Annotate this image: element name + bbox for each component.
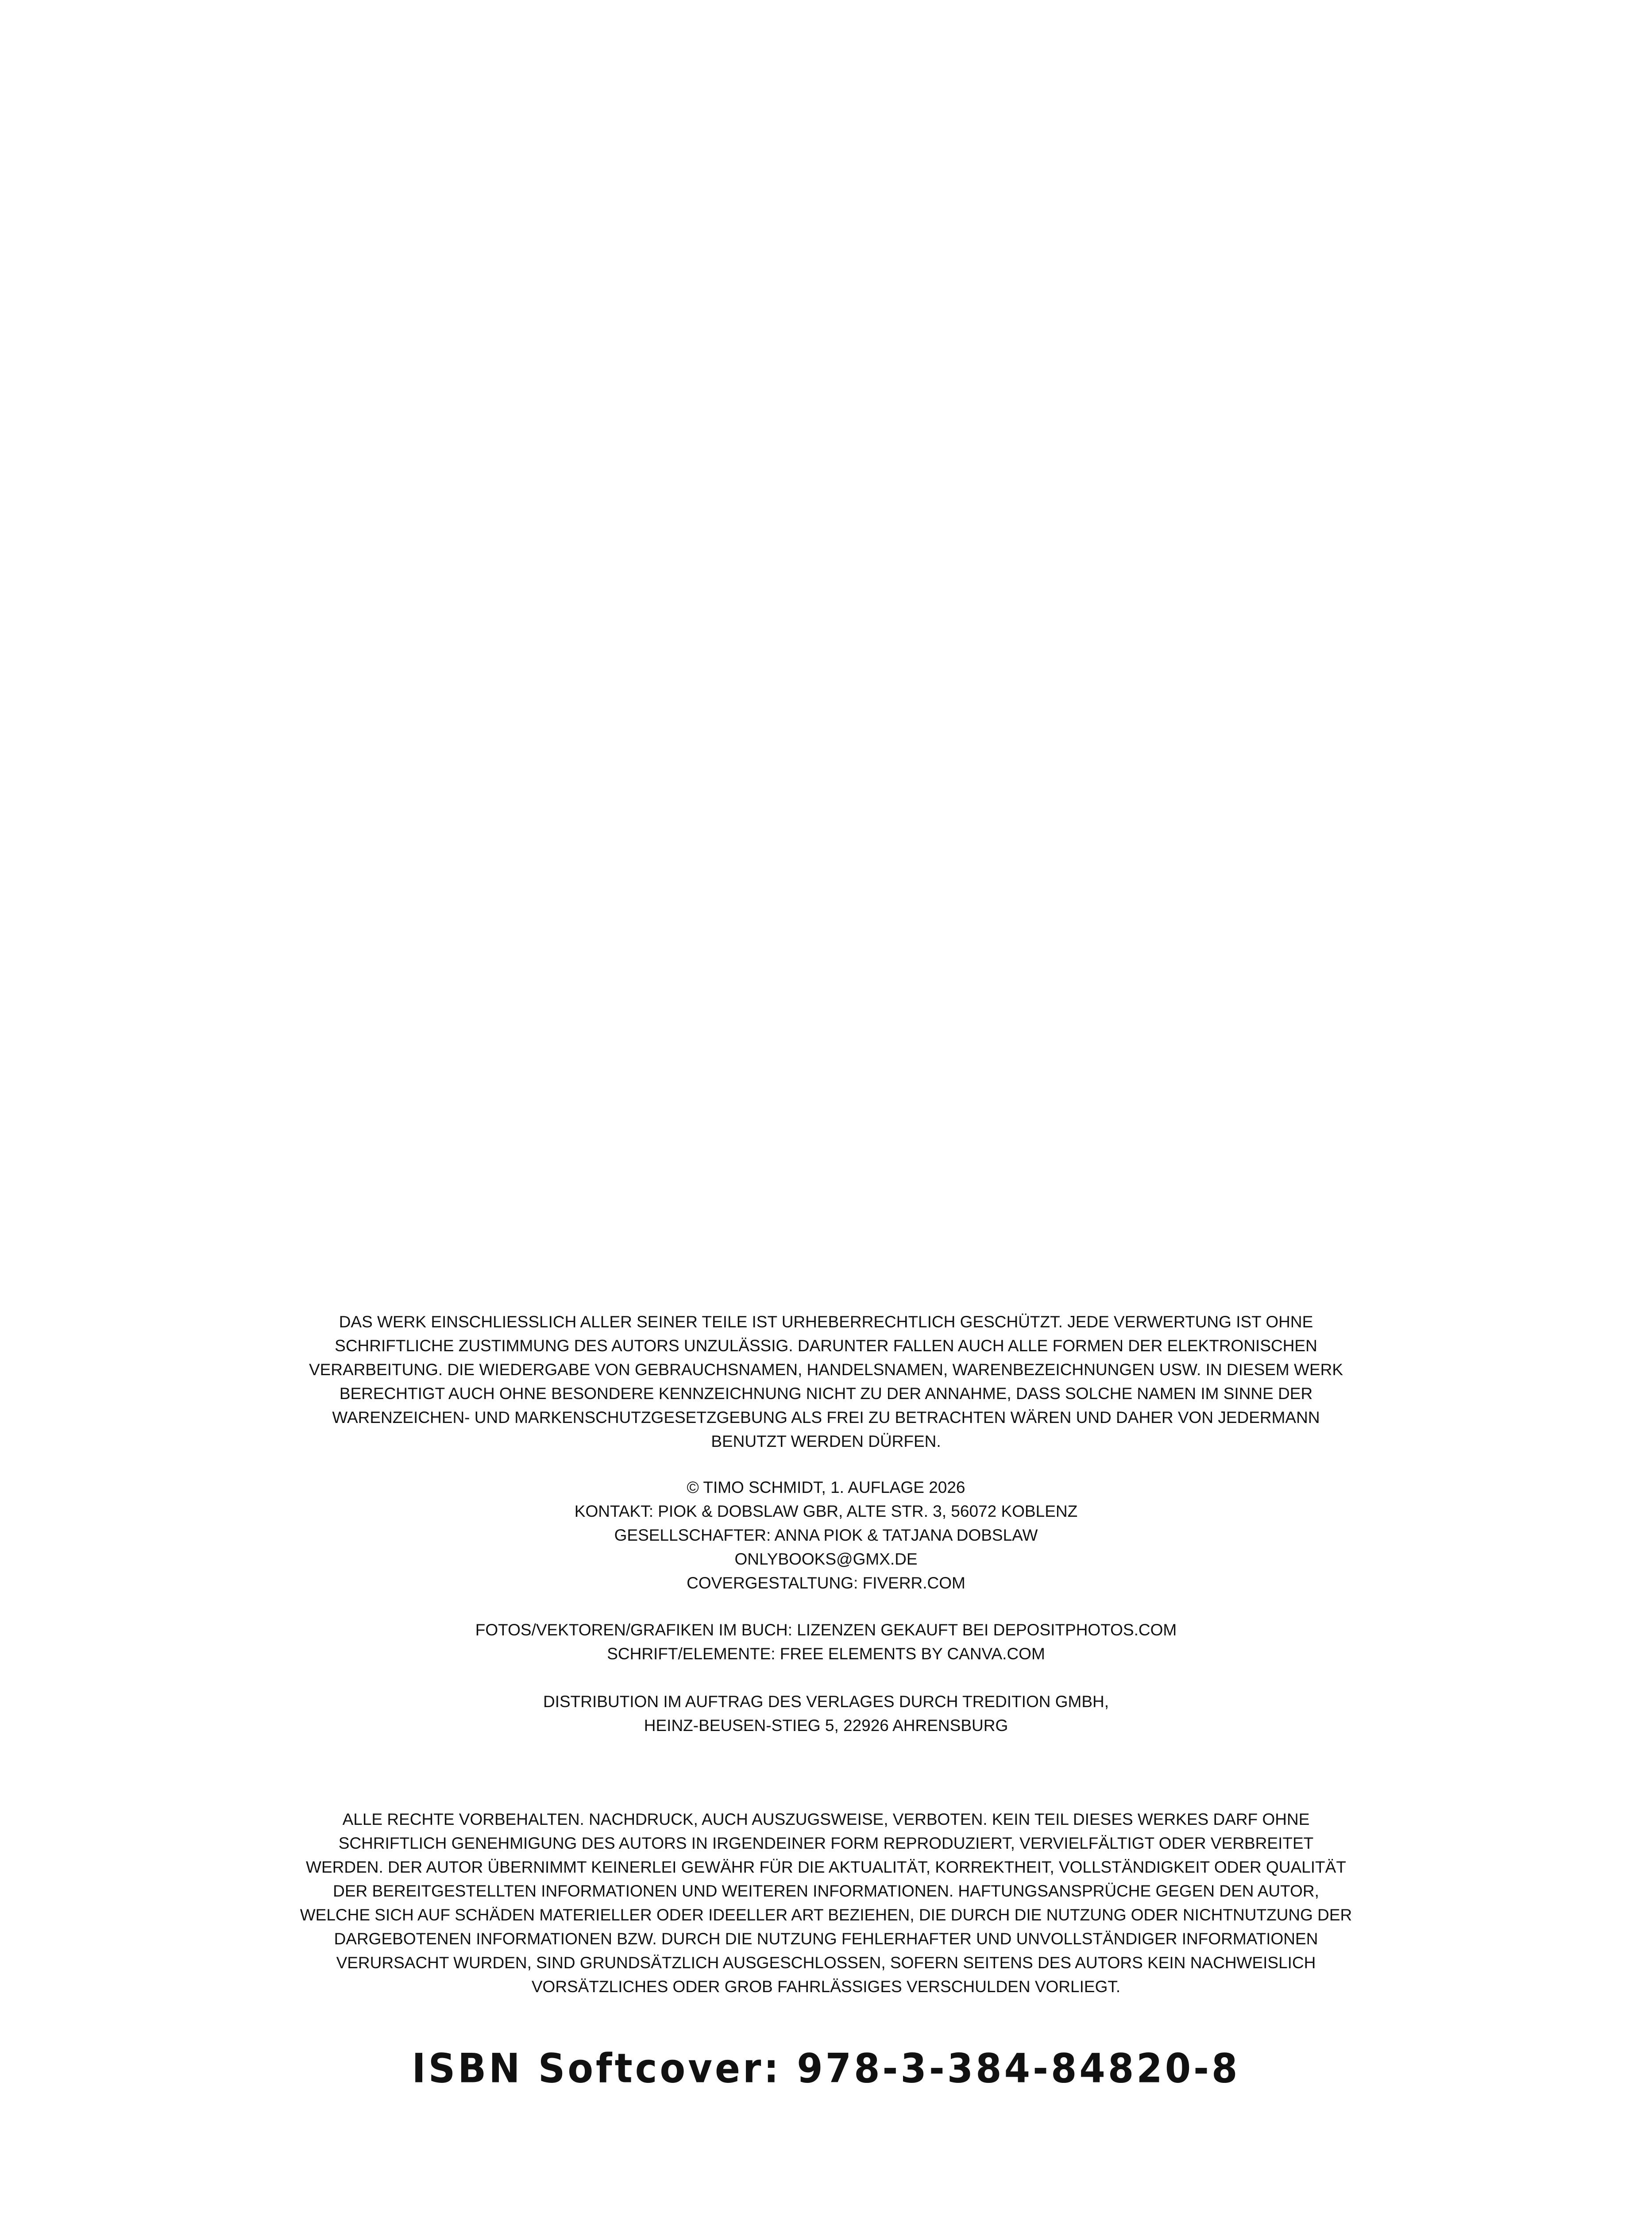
copyright-notice (0, 1310, 1652, 1453)
rights-reserved-notice (0, 1808, 1652, 1999)
text-line: DER BEREITGESTELLTEN INFORMATIONEN UND WEITEREN INFORMATIONEN. HAFTUNGSANSPRÜCHE GEGEN DEN AUTOR, (333, 1882, 1319, 1900)
text-line: ALLE RECHTE VORBEHALTEN. NACHDRUCK, AUCH AUSZUGSWEISE, VERBOTEN. KEIN TEIL DIESES WERKES DARF OHNE (342, 1810, 1310, 1828)
email-line: ONLYBOOKS@GMX.DE (734, 1550, 918, 1568)
text-line: FOTOS/VEKTOREN/GRAFIKEN IM BUCH: LIZENZEN GEKAUFT BEI DEPOSITPHOTOS.COM (475, 1621, 1177, 1639)
text-line: WELCHE SICH AUF SCHÄDEN MATERIELLER ODER IDEELLER ART BEZIEHEN, DIE DURCH DIE NUTZUNG ODER NICHTNUTZUNG DER (300, 1906, 1352, 1924)
text-line: BERECHTIGT AUCH OHNE BESONDERE KENNZEICHNUNG NICHT ZU DER ANNAHME, DASS SOLCHE NAMEN IM SINNE DER (339, 1384, 1313, 1403)
text-line: SCHRIFTLICHE ZUSTIMMUNG DES AUTORS UNZULÄSSIG. DARUNTER FALLEN AUCH ALLE FORMEN DER ELEKTRONISCHEN (335, 1337, 1317, 1355)
publisher-contact (0, 1476, 1652, 1595)
cover-design-line: COVERGESTALTUNG: FIVERR.COM (687, 1574, 965, 1592)
text-line: SCHRIFT/ELEMENTE: FREE ELEMENTS BY CANVA.COM (607, 1645, 1045, 1663)
text-line: SCHRIFTLICH GENEHMIGUNG DES AUTORS IN IRGENDEINER FORM REPRODUZIERT, VERVIELFÄLTIGT ODER VERBREITET (338, 1834, 1314, 1852)
text-line: HEINZ-BEUSEN-STIEG 5, 22926 AHRENSBURG (644, 1716, 1008, 1735)
image-credits (0, 1618, 1652, 1666)
text-line: WERDEN. DER AUTOR ÜBERNIMMT KEINERLEI GEWÄHR FÜR DIE AKTUALITÄT, KORREKTHEIT, VOLLSTÄNDIGKEIT ODER QUALITÄT (306, 1858, 1346, 1876)
text-line: DAS WERK EINSCHLIESSLICH ALLER SEINER TEILE IST URHEBERRECHTLICH GESCHÜTZT. JEDE VERWERTUNG IST OHNE (339, 1313, 1313, 1331)
partners-line: GESELLSCHAFTER: ANNA PIOK & TATJANA DOBSLAW (614, 1526, 1038, 1544)
text-line: BENUTZT WERDEN DÜRFEN. (711, 1432, 941, 1450)
text-line: WARENZEICHEN- UND MARKENSCHUTZGESETZGEBUNG ALS FREI ZU BETRACHTEN WÄREN UND DAHER VON JEDERMANN (332, 1408, 1320, 1426)
contact-address-line: KONTAKT: PIOK & DOBSLAW GBR, ALTE STR. 3, 56072 KOBLENZ (574, 1502, 1078, 1520)
distribution-info (0, 1690, 1652, 1738)
text-line: DISTRIBUTION IM AUFTRAG DES VERLAGES DURCH TREDITION GMBH, (543, 1693, 1109, 1711)
text-line: VERARBEITUNG. DIE WIEDERGABE VON GEBRAUCHSNAMEN, HANDELSNAMEN, WARENBEZEICHNUNGEN USW. IN DIESEM WERK (309, 1361, 1343, 1379)
text-line: VORSÄTZLICHES ODER GROB FAHRLÄSSIGES VERSCHULDEN VORLIEGT. (531, 1978, 1121, 1996)
copyright-edition-line: © TIMO SCHMIDT, 1. AUFLAGE 2026 (687, 1478, 965, 1496)
isbn-number: ISBN Softcover: 978-3-384-84820-8 (412, 2045, 1240, 2092)
text-line: VERURSACHT WURDEN, SIND GRUNDSÄTZLICH AUSGESCHLOSSEN, SOFERN SEITENS DES AUTORS KEIN NACHWEISLICH (336, 1954, 1316, 1972)
text-line: DARGEBOTENEN INFORMATIONEN BZW. DURCH DIE NUTZUNG FEHLERHAFTER UND UNVOLLSTÄNDIGER INFORMATIONEN (334, 1930, 1318, 1948)
